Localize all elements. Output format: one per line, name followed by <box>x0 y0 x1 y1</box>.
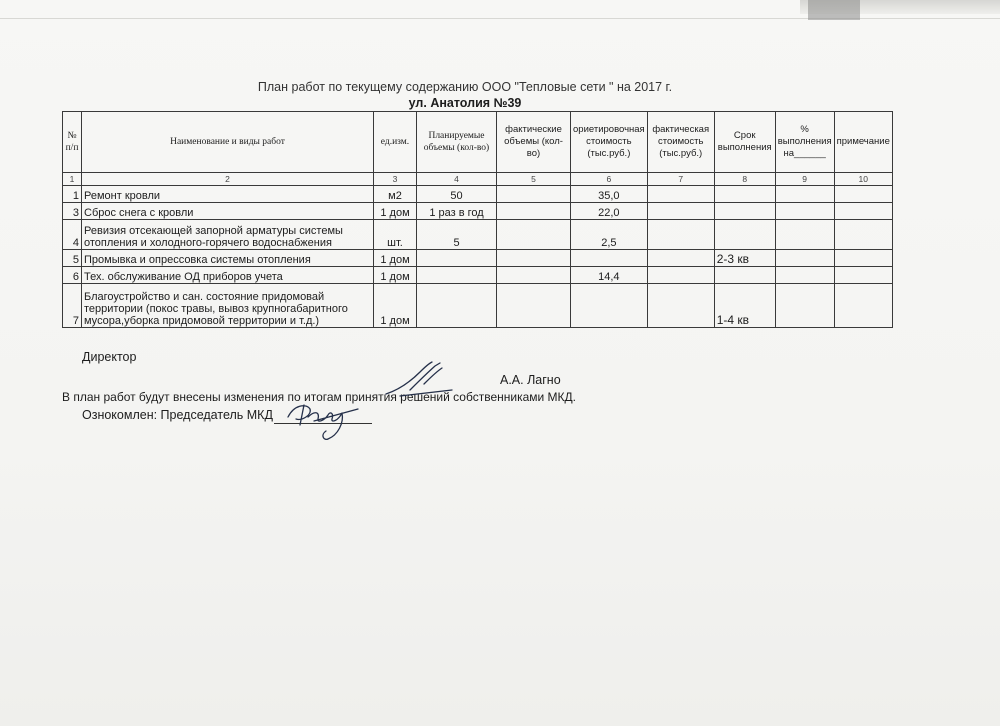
header-planned: Планируемые объемы (кол-во) <box>417 112 497 173</box>
row-estimated-cost: 2,5 <box>571 220 648 250</box>
column-number: 2 <box>82 173 374 186</box>
row-actual-cost <box>647 284 714 328</box>
row-deadline <box>714 267 775 284</box>
row-actual-volume <box>497 203 571 220</box>
work-plan-table <box>62 111 893 328</box>
row-note <box>834 284 892 328</box>
row-name: Ревизия отсекающей запорной арматуры системы отопления и холодного-горячего водоснабжения <box>82 220 374 250</box>
document-address: ул. Анатолия №39 <box>408 96 522 110</box>
row-planned: 5 <box>417 220 497 250</box>
table-header-row <box>63 112 893 173</box>
row-percent <box>775 186 834 203</box>
row-percent <box>775 250 834 267</box>
row-percent <box>775 203 834 220</box>
director-label: Директор <box>82 350 137 364</box>
row-planned <box>417 284 497 328</box>
row-actual-cost <box>647 186 714 203</box>
row-actual-cost <box>647 203 714 220</box>
row-note <box>834 267 892 284</box>
director-name: А.А. Лагно <box>500 373 561 387</box>
row-planned <box>417 250 497 267</box>
row-deadline: 1-4 кв <box>714 284 775 328</box>
header-num: № п/п <box>63 112 82 173</box>
document-title: План работ по текущему содержанию ООО "Тепловые сети " на 2017 г. <box>257 80 673 94</box>
row-estimated-cost: 22,0 <box>571 203 648 220</box>
table-row <box>63 186 893 203</box>
row-num: 7 <box>63 284 82 328</box>
row-note <box>834 220 892 250</box>
column-number: 3 <box>374 173 417 186</box>
header-percent: % выполнения на______ <box>775 112 834 173</box>
header-actual-cost: фактическая стоимость (тыс.руб.) <box>647 112 714 173</box>
row-note <box>834 203 892 220</box>
row-deadline <box>714 203 775 220</box>
row-num: 1 <box>63 186 82 203</box>
change-notice: В план работ будут внесены изменения по итогам принятия решений собственниками МКД. <box>62 390 577 404</box>
row-unit: 1 дом <box>374 203 417 220</box>
row-actual-cost <box>647 220 714 250</box>
column-number: 7 <box>647 173 714 186</box>
row-estimated-cost: 14,4 <box>571 267 648 284</box>
header-name: Наименование и виды работ <box>82 112 374 173</box>
row-actual-volume <box>497 186 571 203</box>
table-row <box>63 267 893 284</box>
row-planned: 50 <box>417 186 497 203</box>
header-unit: ед.изм. <box>374 112 417 173</box>
column-number: 6 <box>571 173 648 186</box>
table-row <box>63 284 893 328</box>
row-deadline: 2-3 кв <box>714 250 775 267</box>
row-actual-volume <box>497 267 571 284</box>
header-estimated-cost: ориетировочная стоимость (тыс.руб.) <box>571 112 648 173</box>
row-name: Благоустройство и сан. состояние придомовай территории (покос травы, вывоз крупногабаритного мусора,уборка придомовой территории и т.д.) <box>82 284 374 328</box>
chairman-signature <box>284 395 364 445</box>
row-unit: шт. <box>374 220 417 250</box>
row-note <box>834 186 892 203</box>
row-num: 4 <box>63 220 82 250</box>
row-planned <box>417 267 497 284</box>
row-num: 5 <box>63 250 82 267</box>
row-percent <box>775 267 834 284</box>
row-unit: м2 <box>374 186 417 203</box>
column-number-row <box>63 173 893 186</box>
row-deadline <box>714 220 775 250</box>
header-note: примечание <box>834 112 892 173</box>
table-row <box>63 250 893 267</box>
acknowledgement-label: Ознокомлен: Председатель МКД <box>82 408 273 422</box>
row-planned: 1 раз в год <box>417 203 497 220</box>
row-actual-cost <box>647 267 714 284</box>
header-deadline: Срок выполнения <box>714 112 775 173</box>
row-name: Сброс снега с кровли <box>82 203 374 220</box>
row-estimated-cost <box>571 284 648 328</box>
scan-artifact <box>808 0 860 20</box>
row-estimated-cost <box>571 250 648 267</box>
director-signature <box>380 360 460 400</box>
column-number: 8 <box>714 173 775 186</box>
row-deadline <box>714 186 775 203</box>
row-actual-volume <box>497 220 571 250</box>
column-number: 4 <box>417 173 497 186</box>
row-num: 3 <box>63 203 82 220</box>
row-name: Тех. обслуживание ОД приборов учета <box>82 267 374 284</box>
column-number: 9 <box>775 173 834 186</box>
row-unit: 1 дом <box>374 250 417 267</box>
header-actual-volume: фактические объемы (кол-во) <box>497 112 571 173</box>
row-unit: 1 дом <box>374 284 417 328</box>
column-number: 1 <box>63 173 82 186</box>
row-actual-volume <box>497 250 571 267</box>
row-percent <box>775 284 834 328</box>
row-percent <box>775 220 834 250</box>
column-number: 10 <box>834 173 892 186</box>
row-num: 6 <box>63 267 82 284</box>
row-actual-cost <box>647 250 714 267</box>
row-actual-volume <box>497 284 571 328</box>
column-number: 5 <box>497 173 571 186</box>
row-name: Ремонт кровли <box>82 186 374 203</box>
table-row <box>63 220 893 250</box>
table-row <box>63 203 893 220</box>
row-estimated-cost: 35,0 <box>571 186 648 203</box>
row-name: Промывка и опрессовка системы отопления <box>82 250 374 267</box>
row-unit: 1 дом <box>374 267 417 284</box>
row-note <box>834 250 892 267</box>
